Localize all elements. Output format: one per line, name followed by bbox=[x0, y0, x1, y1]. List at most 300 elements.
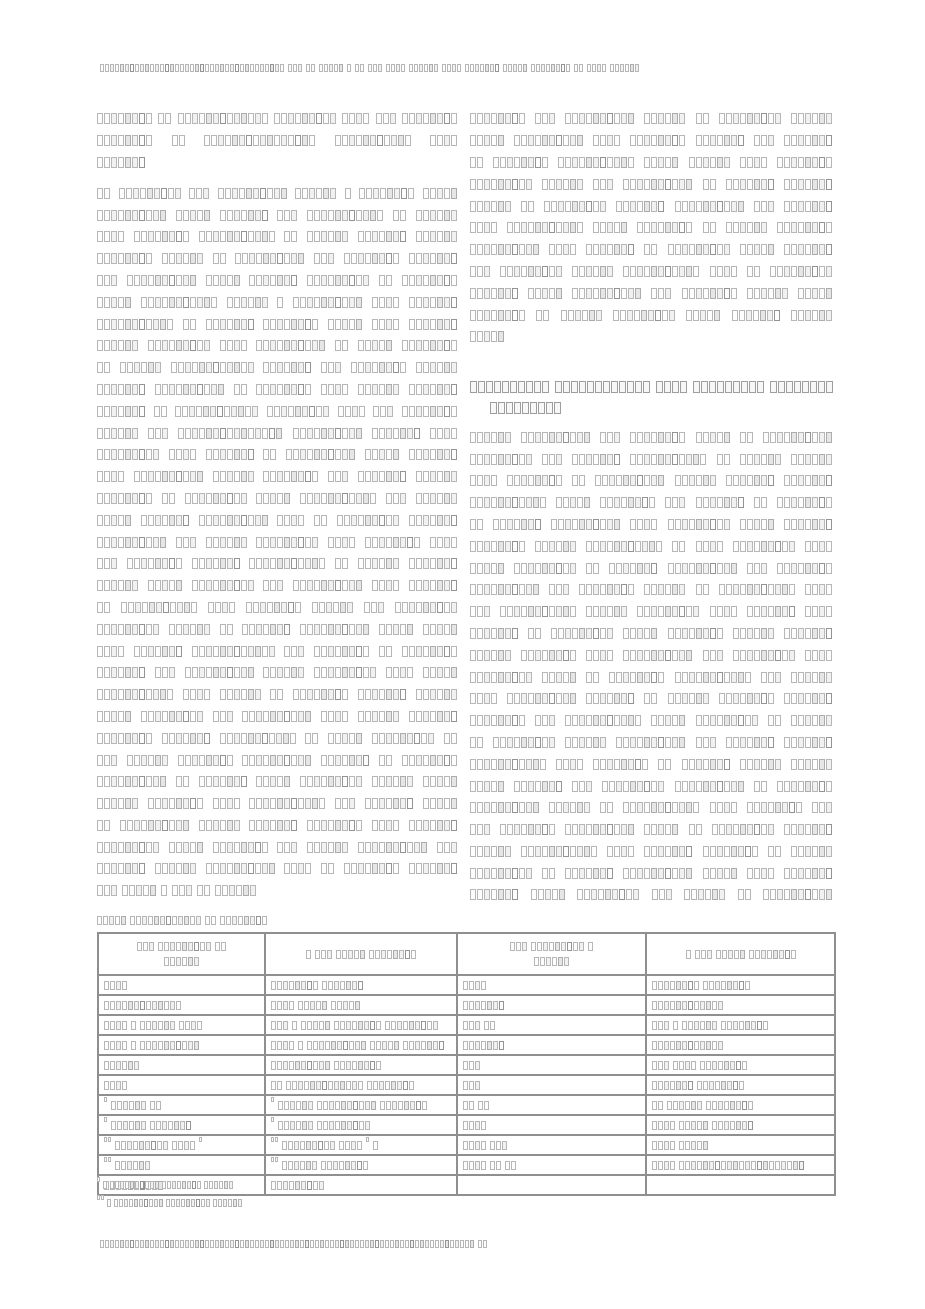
glyph-box bbox=[286, 449, 292, 460]
glyph-box bbox=[356, 113, 362, 124]
tofu-word bbox=[609, 672, 664, 683]
glyph-box bbox=[134, 231, 140, 242]
glyph-box bbox=[277, 776, 283, 787]
glyph-box bbox=[607, 288, 613, 299]
glyph-box bbox=[540, 957, 545, 966]
glyph-box bbox=[805, 650, 811, 661]
glyph-box bbox=[810, 381, 817, 393]
glyph-box bbox=[703, 1161, 708, 1170]
glyph-box bbox=[505, 628, 511, 639]
glyph-box bbox=[402, 646, 408, 657]
glyph-box bbox=[141, 297, 147, 308]
glyph-box bbox=[146, 842, 152, 853]
glyph-box bbox=[283, 1041, 288, 1050]
glyph-box bbox=[644, 519, 650, 530]
glyph-box bbox=[246, 135, 252, 146]
tofu-word bbox=[270, 689, 283, 700]
tofu-word bbox=[531, 64, 570, 72]
glyph-box bbox=[104, 863, 110, 874]
glyph-box bbox=[710, 157, 716, 168]
glyph-box bbox=[213, 471, 219, 482]
glyph-box bbox=[176, 340, 182, 351]
glyph-box bbox=[111, 471, 117, 482]
glyph-box bbox=[402, 406, 408, 417]
glyph-box bbox=[696, 693, 702, 704]
glyph-box bbox=[122, 1021, 127, 1030]
glyph-box bbox=[416, 406, 422, 417]
glyph-box bbox=[140, 1001, 145, 1010]
glyph-box bbox=[104, 537, 110, 548]
glyph-box bbox=[703, 981, 708, 990]
glyph-box bbox=[600, 693, 606, 704]
glyph-box bbox=[775, 541, 781, 552]
glyph-box bbox=[197, 297, 203, 308]
glyph-box bbox=[717, 454, 723, 465]
glyph-box bbox=[572, 781, 578, 792]
glyph-box bbox=[162, 798, 168, 809]
tofu-word bbox=[199, 820, 240, 831]
glyph-box bbox=[627, 381, 634, 393]
glyph-box bbox=[184, 602, 190, 613]
glyph-box bbox=[805, 519, 811, 530]
glyph-box bbox=[393, 428, 399, 439]
glyph-box bbox=[826, 802, 832, 813]
glyph-box bbox=[463, 1061, 468, 1070]
glyph-box bbox=[97, 231, 103, 242]
glyph-box bbox=[370, 667, 376, 678]
glyph-box bbox=[572, 475, 578, 486]
glyph-box bbox=[104, 471, 110, 482]
glyph-box bbox=[321, 428, 327, 439]
glyph-box bbox=[463, 1121, 468, 1130]
tofu-word bbox=[679, 1121, 708, 1130]
glyph-box bbox=[104, 798, 110, 809]
glyph-box bbox=[291, 362, 297, 373]
glyph-box bbox=[444, 493, 450, 504]
glyph-box bbox=[125, 157, 131, 168]
tofu-word bbox=[134, 646, 182, 657]
glyph-box bbox=[122, 885, 128, 896]
glyph-box bbox=[185, 428, 191, 439]
tofu-word bbox=[172, 135, 185, 146]
tofu-word bbox=[213, 798, 240, 809]
tofu-word bbox=[651, 288, 671, 299]
glyph-box bbox=[349, 776, 355, 787]
glyph-box bbox=[291, 471, 297, 482]
glyph-box bbox=[157, 1141, 162, 1150]
glyph-box bbox=[644, 266, 650, 277]
table-cell bbox=[98, 1155, 265, 1175]
glyph-box bbox=[380, 188, 386, 199]
glyph-box bbox=[512, 584, 518, 595]
glyph-box bbox=[379, 449, 385, 460]
table-caption bbox=[97, 914, 497, 927]
tofu-word bbox=[100, 1240, 474, 1248]
glyph-box bbox=[190, 798, 196, 809]
glyph-box bbox=[593, 201, 599, 212]
glyph-box bbox=[376, 1061, 381, 1070]
glyph-box bbox=[623, 650, 629, 661]
text-line bbox=[97, 130, 457, 152]
glyph-box bbox=[672, 266, 678, 277]
glyph-box bbox=[805, 563, 811, 574]
glyph-box bbox=[125, 624, 131, 635]
glyph-box bbox=[775, 1161, 780, 1170]
glyph-box bbox=[241, 776, 247, 787]
tofu-word bbox=[148, 428, 168, 439]
superscript-mark bbox=[104, 1117, 107, 1122]
glyph-box bbox=[358, 981, 363, 990]
glyph-box bbox=[379, 340, 385, 351]
glyph-box bbox=[189, 406, 195, 417]
glyph-box bbox=[407, 733, 413, 744]
glyph-box bbox=[754, 650, 760, 661]
glyph-box bbox=[319, 602, 325, 613]
glyph-box bbox=[754, 737, 760, 748]
glyph-box bbox=[139, 537, 145, 548]
tofu-word bbox=[740, 454, 781, 465]
tofu-word bbox=[127, 755, 168, 766]
glyph-box bbox=[761, 584, 767, 595]
glyph-box bbox=[437, 842, 443, 853]
glyph-box bbox=[498, 563, 504, 574]
tofu-word bbox=[682, 288, 737, 299]
glyph-box bbox=[291, 210, 297, 221]
glyph-box bbox=[255, 646, 261, 657]
glyph-box bbox=[463, 1161, 468, 1170]
tofu-word bbox=[140, 1041, 199, 1050]
glyph-box bbox=[600, 454, 606, 465]
glyph-box bbox=[717, 244, 723, 255]
glyph-box bbox=[670, 1081, 675, 1090]
glyph-box bbox=[675, 475, 681, 486]
glyph-box bbox=[470, 584, 476, 595]
glyph-box bbox=[484, 113, 490, 124]
glyph-box bbox=[514, 157, 520, 168]
glyph-box bbox=[249, 253, 255, 264]
glyph-box bbox=[204, 689, 210, 700]
glyph-box bbox=[324, 64, 328, 72]
glyph-box bbox=[260, 188, 266, 199]
glyph-box bbox=[577, 889, 583, 900]
tofu-word bbox=[97, 113, 152, 124]
glyph-box bbox=[125, 842, 131, 853]
glyph-box bbox=[141, 231, 147, 242]
glyph-box bbox=[551, 201, 557, 212]
glyph-box bbox=[227, 580, 233, 591]
glyph-box bbox=[551, 64, 555, 72]
glyph-box bbox=[477, 222, 483, 233]
glyph-box bbox=[528, 628, 534, 639]
glyph-box bbox=[579, 715, 585, 726]
glyph-box bbox=[213, 1199, 217, 1207]
glyph-box bbox=[321, 667, 327, 678]
glyph-box bbox=[179, 135, 185, 146]
glyph-box bbox=[826, 759, 832, 770]
glyph-box bbox=[319, 64, 323, 72]
tofu-word bbox=[500, 824, 555, 835]
text-line bbox=[470, 710, 832, 732]
glyph-box bbox=[754, 759, 760, 770]
text-line bbox=[470, 217, 832, 239]
glyph-box bbox=[782, 541, 788, 552]
cell-content bbox=[463, 1076, 640, 1094]
glyph-box bbox=[117, 1101, 122, 1110]
glyph-box bbox=[747, 288, 753, 299]
glyph-box bbox=[754, 179, 760, 190]
glyph-box bbox=[345, 1240, 349, 1248]
text-line bbox=[470, 130, 832, 152]
glyph-box bbox=[206, 449, 212, 460]
glyph-box bbox=[644, 584, 650, 595]
glyph-box bbox=[549, 781, 555, 792]
glyph-box bbox=[125, 406, 131, 417]
glyph-box bbox=[767, 950, 772, 959]
glyph-box bbox=[176, 798, 182, 809]
glyph-box bbox=[710, 201, 716, 212]
glyph-box bbox=[104, 580, 110, 591]
tofu-word bbox=[521, 846, 597, 857]
glyph-box bbox=[475, 1021, 480, 1030]
glyph-box bbox=[199, 646, 205, 657]
tofu-word bbox=[185, 493, 247, 504]
glyph-box bbox=[111, 755, 117, 766]
glyph-box bbox=[130, 1240, 134, 1248]
glyph-box bbox=[607, 113, 613, 124]
glyph-box bbox=[393, 863, 399, 874]
glyph-box bbox=[97, 776, 103, 787]
glyph-box bbox=[241, 319, 247, 330]
glyph-box bbox=[777, 432, 783, 443]
glyph-box bbox=[280, 1240, 284, 1248]
glyph-box bbox=[256, 755, 262, 766]
table-cell bbox=[265, 1095, 457, 1115]
glyph-box bbox=[805, 244, 811, 255]
glyph-box bbox=[110, 981, 115, 990]
tofu-word bbox=[379, 646, 392, 657]
glyph-box bbox=[376, 1041, 381, 1050]
glyph-box bbox=[364, 1021, 369, 1030]
glyph-box bbox=[309, 188, 315, 199]
glyph-box bbox=[118, 471, 124, 482]
tofu-word bbox=[791, 715, 832, 726]
superscript-mark bbox=[104, 1137, 111, 1142]
glyph-box bbox=[685, 1161, 690, 1170]
glyph-box bbox=[731, 672, 737, 683]
tofu-word bbox=[97, 885, 117, 896]
glyph-box bbox=[314, 624, 320, 635]
glyph-box bbox=[481, 1141, 486, 1150]
glyph-box bbox=[703, 1121, 708, 1130]
glyph-box bbox=[607, 266, 613, 277]
tofu-word bbox=[696, 135, 744, 146]
glyph-box bbox=[241, 471, 247, 482]
glyph-box bbox=[118, 406, 124, 417]
glyph-box bbox=[314, 253, 320, 264]
glyph-box bbox=[403, 1081, 408, 1090]
glyph-box bbox=[761, 802, 767, 813]
glyph-box bbox=[658, 454, 664, 465]
glyph-box bbox=[812, 310, 818, 321]
glyph-box bbox=[556, 64, 560, 72]
glyph-box bbox=[365, 537, 371, 548]
glyph-box bbox=[607, 606, 613, 617]
glyph-box bbox=[270, 340, 276, 351]
glyph-box bbox=[358, 384, 364, 395]
glyph-box bbox=[393, 950, 398, 959]
tofu-word bbox=[470, 288, 518, 299]
glyph-box bbox=[204, 340, 210, 351]
glyph-box bbox=[155, 275, 161, 286]
glyph-box bbox=[169, 733, 175, 744]
glyph-box bbox=[335, 580, 341, 591]
superscript-mark bbox=[271, 1117, 274, 1122]
glyph-box bbox=[132, 493, 138, 504]
glyph-box bbox=[754, 541, 760, 552]
glyph-box bbox=[791, 950, 796, 959]
glyph-box bbox=[191, 1021, 196, 1030]
tofu-word bbox=[158, 942, 211, 951]
glyph-box bbox=[234, 798, 240, 809]
tofu-word bbox=[616, 201, 664, 212]
glyph-box bbox=[281, 406, 287, 417]
glyph-box bbox=[116, 1061, 121, 1070]
glyph-box bbox=[819, 606, 825, 617]
glyph-box bbox=[470, 889, 476, 900]
glyph-box bbox=[621, 824, 627, 835]
glyph-box bbox=[521, 824, 527, 835]
glyph-box bbox=[345, 188, 351, 199]
tofu-word bbox=[652, 1061, 669, 1070]
glyph-box bbox=[444, 210, 450, 221]
text-line bbox=[97, 836, 457, 858]
text-line bbox=[97, 553, 457, 575]
glyph-box bbox=[305, 362, 311, 373]
tofu-word bbox=[115, 1161, 150, 1170]
glyph-box bbox=[104, 755, 110, 766]
glyph-box bbox=[135, 64, 139, 72]
glyph-box bbox=[620, 64, 624, 72]
glyph-box bbox=[188, 942, 193, 951]
tofu-word bbox=[263, 362, 311, 373]
glyph-box bbox=[630, 201, 636, 212]
glyph-box bbox=[206, 755, 212, 766]
glyph-box bbox=[637, 868, 643, 879]
tofu-word bbox=[493, 737, 555, 748]
glyph-box bbox=[284, 231, 290, 242]
glyph-box bbox=[97, 406, 103, 417]
running-header bbox=[100, 62, 800, 74]
tofu-word bbox=[588, 942, 593, 951]
glyph-box bbox=[335, 689, 341, 700]
glyph-box bbox=[542, 563, 548, 574]
glyph-box bbox=[162, 275, 168, 286]
glyph-box bbox=[155, 297, 161, 308]
glyph-box bbox=[463, 1141, 468, 1150]
glyph-box bbox=[234, 537, 240, 548]
glyph-box bbox=[630, 475, 636, 486]
glyph-box bbox=[483, 1240, 487, 1248]
glyph-box bbox=[146, 449, 152, 460]
glyph-box bbox=[313, 981, 318, 990]
glyph-box bbox=[227, 231, 233, 242]
tofu-word bbox=[249, 798, 325, 809]
text-line bbox=[470, 376, 832, 398]
glyph-box bbox=[164, 942, 169, 951]
glyph-box bbox=[689, 824, 695, 835]
glyph-box bbox=[104, 1097, 107, 1102]
glyph-box bbox=[491, 693, 497, 704]
glyph-box bbox=[665, 266, 671, 277]
glyph-box bbox=[409, 755, 415, 766]
glyph-box bbox=[630, 64, 634, 72]
glyph-box bbox=[826, 563, 832, 574]
glyph-box bbox=[652, 1141, 657, 1150]
glyph-box bbox=[291, 646, 297, 657]
glyph-box bbox=[217, 406, 223, 417]
glyph-box bbox=[535, 432, 541, 443]
glyph-box bbox=[155, 580, 161, 591]
glyph-box bbox=[227, 689, 233, 700]
glyph-box bbox=[220, 428, 226, 439]
glyph-box bbox=[791, 113, 797, 124]
glyph-box bbox=[507, 693, 513, 704]
glyph-box bbox=[819, 135, 825, 146]
glyph-box bbox=[672, 584, 678, 595]
glyph-box bbox=[542, 157, 548, 168]
glyph-box bbox=[693, 802, 699, 813]
glyph-box bbox=[693, 454, 699, 465]
right-paragraph-1 bbox=[470, 108, 832, 348]
glyph-box bbox=[234, 210, 240, 221]
glyph-box bbox=[802, 381, 809, 393]
glyph-box bbox=[805, 759, 811, 770]
tofu-word bbox=[358, 689, 406, 700]
glyph-box bbox=[558, 519, 564, 530]
glyph-box bbox=[761, 113, 767, 124]
glyph-box bbox=[335, 210, 341, 221]
glyph-box bbox=[672, 157, 678, 168]
tofu-word bbox=[544, 201, 606, 212]
glyph-box bbox=[767, 310, 773, 321]
tofu-word bbox=[169, 624, 210, 635]
glyph-box bbox=[305, 537, 311, 548]
glyph-box bbox=[754, 475, 760, 486]
glyph-box bbox=[710, 222, 716, 233]
glyph-box bbox=[238, 406, 244, 417]
glyph-box bbox=[263, 776, 269, 787]
glyph-box bbox=[288, 602, 294, 613]
glyph-box bbox=[609, 781, 615, 792]
table-cell bbox=[457, 1035, 646, 1055]
glyph-box bbox=[498, 889, 504, 900]
glyph-box bbox=[423, 449, 429, 460]
glyph-box bbox=[206, 820, 212, 831]
tofu-word bbox=[470, 266, 490, 277]
glyph-box bbox=[249, 558, 255, 569]
glyph-box bbox=[110, 1240, 114, 1248]
tofu-word bbox=[572, 475, 585, 486]
glyph-box bbox=[607, 179, 613, 190]
glyph-box bbox=[738, 135, 744, 146]
glyph-box bbox=[637, 606, 643, 617]
glyph-box bbox=[275, 1157, 278, 1162]
glyph-box bbox=[423, 820, 429, 831]
glyph-box bbox=[111, 580, 117, 591]
glyph-box bbox=[493, 737, 499, 748]
glyph-box bbox=[812, 650, 818, 661]
tofu-word bbox=[97, 275, 117, 286]
